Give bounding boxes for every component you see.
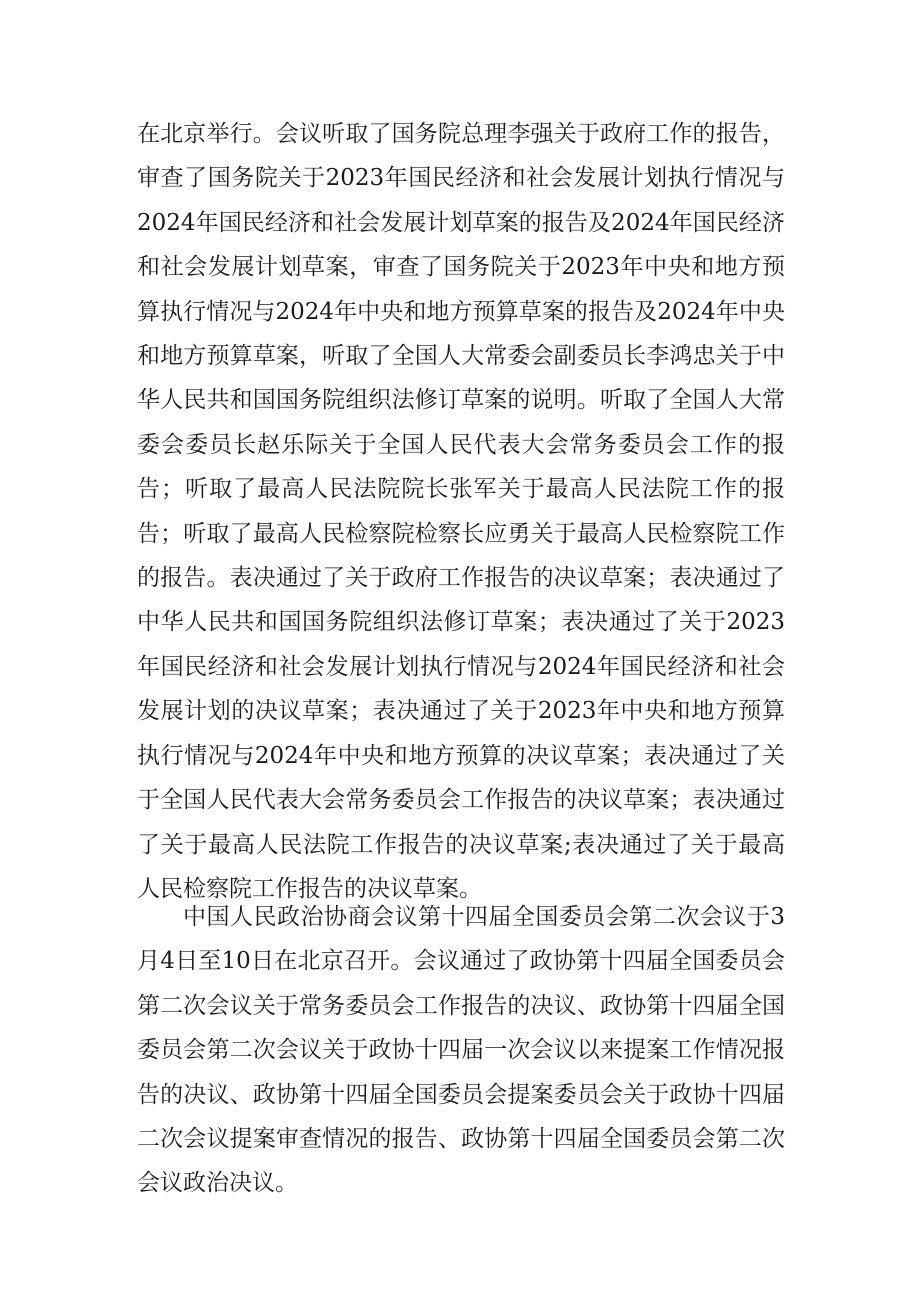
- body-paragraph-npc-session: 在北京举行。会议听取了国务院总理李强关于政府工作的报告，审查了国务院关于2023年国民经济和社会发展计划执行情况与2024年国民经济和社会发展计划草案的报告及2024年国民经济和社会发展计划草案，审查了国务院关于2023年中央和地方预算执行情况与2024年中央和地方预算草案的报告及2024年中央和地方预算草案，听取了全国人大常委会副委员长李鸿忠关于中华人民共和国国务院组织法修订草案的说明。听取了全国人大常委会委员长赵乐际关于全国人民代表大会常务委员会工作的报告；听取了最高人民法院院长张军关于最高人民法院工作的报告；听取了最高人民检察院检察长应勇关于最高人民检察院工作的报告。表决通过了关于政府工作报告的决议草案；表决通过了中华人民共和国国务院组织法修订草案；表决通过了关于2023年国民经济和社会发展计划执行情况与2024年国民经济和社会发展计划的决议草案；表决通过了关于2023年中央和地方预算执行情况与2024年中央和地方预算的决议草案；表决通过了关于全国人民代表大会常务委员会工作报告的决议草案；表决通过了关于最高人民法院工作报告的决议草案;表决通过了关于最高人民检察院工作报告的决议草案。: [137, 121, 785, 902]
- body-paragraph-cppcc-session: 中国人民政治协商会议第十四届全国委员会第二次会议于3月4日至10日在北京召开。会议通过了政协第十四届全国委员会第二次会议关于常务委员会工作报告的决议、政协第十四届全国委员会第二次会议关于政协十四届一次会议以来提案工作情况报告的决议、政协第十四届全国委员会提案委员会关于政协十四届二次会议提案审查情况的报告、政协第十四届全国委员会第二次会议政治决议。: [137, 904, 785, 1197]
